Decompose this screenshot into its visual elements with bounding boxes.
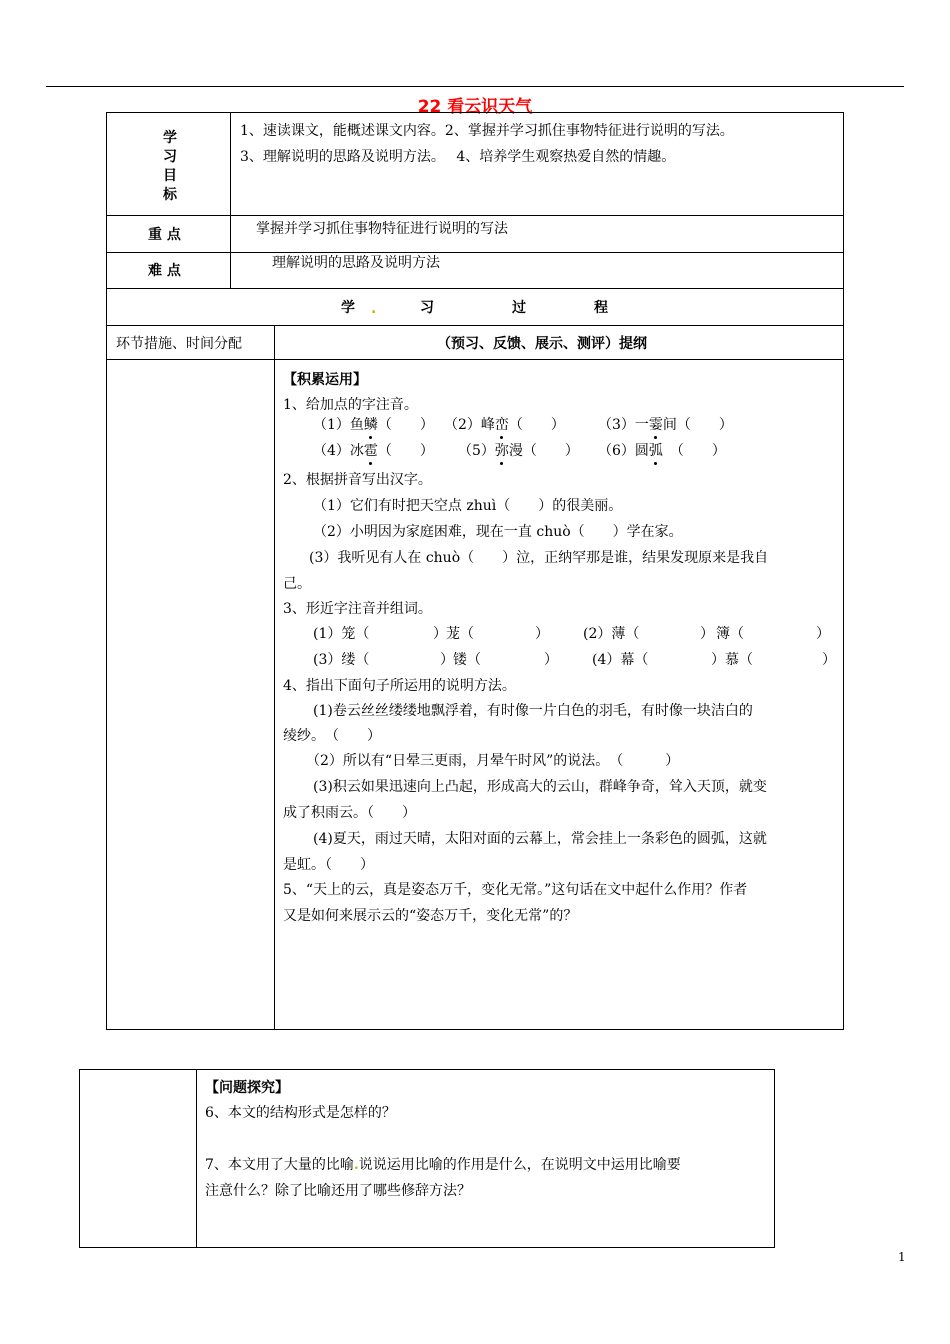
pinyin-item: （4）冰雹（ ） [313, 443, 434, 459]
goals-line: 1、速读课文，能概述课文内容。2、掌握并学习抓住事物特征进行说明的写法。 [240, 123, 734, 139]
process-char: 习 [420, 300, 434, 316]
word-cell: ） [535, 626, 549, 642]
sub-question: 是虹。（ ） [283, 857, 374, 873]
sub-question: （1）它们有时把天空点 zhuì（ ）的很美丽。 [313, 498, 623, 514]
table-rule [106, 215, 844, 216]
word-cell: ） [440, 652, 454, 668]
table-divider-header [230, 112, 231, 288]
table-rule [106, 325, 844, 326]
key-label: 重 点 [148, 227, 181, 243]
pinyin-item: （6）圆弧 （ ） [598, 443, 726, 459]
column-header-left: 环节措施、时间分配 [116, 336, 242, 352]
goals-line: 3、理解说明的思路及说明方法。 4、培养学生观察热爱自然的情趣。 [240, 149, 676, 165]
question: 6、本文的结构形式是怎样的？ [205, 1105, 396, 1121]
sub-question: (4)夏天，雨过天晴，太阳对面的云幕上，常会挂上一条彩色的圆弧，这就 [313, 831, 767, 847]
difficulty-label: 难 点 [148, 263, 181, 279]
sub-question: （2）所以有“日晕三更雨，月晕午时风”的说法。 （ ） [306, 753, 680, 769]
difficulty-text: 理解说明的思路及说明方法 [272, 255, 440, 271]
section-heading: 【积累运用】 [283, 372, 367, 388]
pinyin-item: （3）一霎间（ ） [598, 417, 733, 433]
column-header-right: （预习、反馈、展示、测评）提纲 [437, 336, 647, 352]
process-mark: . [371, 301, 377, 317]
question: 5、“天上的云，真是姿态万千，变化无常。”这句话在文中起什么作用？作者 [283, 882, 748, 898]
sub-question: (3）我听见有人在 chuò（ ）泣，正纳罕那是谁，结果发现原来是我自 [309, 550, 769, 566]
sub-question: 己。 [283, 576, 311, 592]
question: 4、指出下面句子所运用的说明方法。 [283, 678, 516, 694]
word-cell: ） [822, 652, 836, 668]
table-rule [106, 252, 844, 253]
page-number: 1 [898, 1250, 906, 1264]
top-rule [46, 86, 904, 87]
page-title: 22 看云识天气 [417, 97, 533, 117]
word-cell: 茏（ [446, 626, 474, 642]
sub-question: (1)卷云丝丝缕缕地飘浮着，有时像一片白色的羽毛，有时像一块洁白的 [313, 703, 753, 719]
pinyin-item: （2）峰峦（ ） [444, 417, 565, 433]
word-cell: (1）笼（ [313, 626, 370, 642]
inquiry-divider [196, 1069, 197, 1248]
sub-question: 绫纱。 （ ） [283, 728, 381, 744]
pinyin-item: （1）鱼鳞（ ） [313, 417, 434, 433]
question: 1、给加点的字注音。 [283, 397, 418, 413]
word-cell: ） [433, 626, 447, 642]
table-divider-body [274, 325, 275, 1030]
question: 3、形近字注音并组词。 [283, 601, 432, 617]
word-cell: ） [711, 652, 725, 668]
process-char: 学 [341, 300, 355, 316]
word-cell: (3）缕（ [313, 652, 370, 668]
question: 又是如何来展示云的“姿态万千，变化无常”的？ [283, 908, 578, 924]
question: 注意什么？除了比喻还用了哪些修辞方法？ [205, 1183, 471, 1199]
process-char: 程 [594, 300, 608, 316]
sub-question: 成了积雨云。（ ） [283, 805, 416, 821]
question: 7、本文用了大量的比喻.说说运用比喻的作用是什么，在说明文中运用比喻要 [205, 1157, 681, 1173]
sub-question: (3)积云如果迅速向上凸起，形成高大的云山，群峰争奇，耸入天顶，就变 [313, 779, 767, 795]
word-cell: (2）薄（ [583, 626, 640, 642]
word-cell: ） [544, 652, 558, 668]
word-cell: 簿（ [716, 626, 744, 642]
process-char: 过 [512, 300, 526, 316]
key-text: 掌握并学习抓住事物特征进行说明的写法 [256, 221, 508, 237]
sub-question: （2）小明因为家庭困难，现在一直 chuò（ ）学在家。 [313, 524, 683, 540]
section-heading: 【问题探究】 [205, 1080, 289, 1096]
pinyin-item: （5）弥漫（ ） [458, 443, 579, 459]
word-cell: (4）幕（ [592, 652, 649, 668]
word-cell: 镂（ [453, 652, 481, 668]
word-cell: 慕（ [725, 652, 753, 668]
table-rule [106, 288, 844, 289]
goals-label: 学 习 目 标 [163, 130, 177, 203]
question: 2、根据拼音写出汉字。 [283, 472, 432, 488]
word-cell: ） [816, 626, 830, 642]
table-rule [106, 359, 844, 360]
word-cell: ） [700, 626, 714, 642]
